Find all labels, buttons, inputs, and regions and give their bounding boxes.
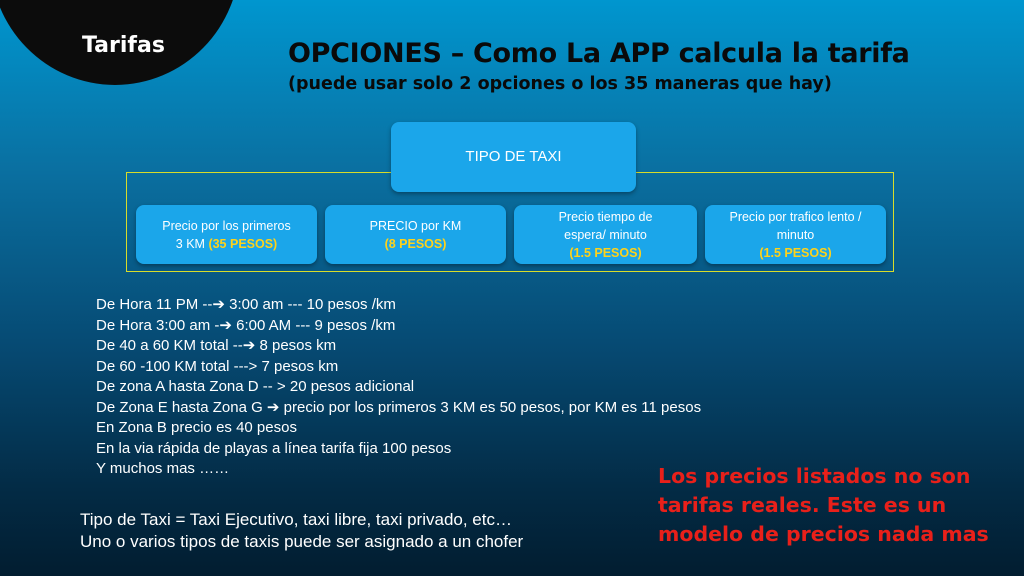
option-price: (8 PESOS): [384, 236, 447, 251]
option-price-per-km: [325, 205, 506, 264]
section-badge-label: Tarifas: [82, 33, 165, 58]
option-text-line-2: 3 KM (35 PESOS): [175, 236, 278, 251]
taxi-type-notes: [80, 509, 523, 553]
pricing-rule: De zona A hasta Zona D -- > 20 pesos adicional: [96, 378, 415, 395]
taxi-type-node: [391, 122, 636, 192]
pricing-rule: Y muchos mas ……: [96, 460, 230, 477]
option-text-line: Precio por trafico lento /: [729, 209, 862, 224]
option-price: (1.5 PESOS): [569, 245, 642, 260]
pricing-rule: De 60 -100 KM total ---> 7 pesos km: [96, 357, 339, 375]
option-waiting-time: [514, 205, 697, 264]
pricing-rule: En la via rápida de playas a línea tarifa fija 100 pesos: [96, 439, 452, 457]
slide-subtitle: (puede usar solo 2 opciones o los 35 maneras que hay): [288, 74, 832, 94]
taxi-type-label: TIPO DE TAXI: [465, 148, 562, 165]
pricing-rule: De Hora 3:00 am -➔ 6:00 AM --- 9 pesos /km: [96, 316, 396, 334]
option-price: (35 PESOS): [208, 236, 278, 251]
option-price: (1.5 PESOS): [759, 245, 832, 260]
pricing-rule: De Hora 11 PM --➔ 3:00 am --- 10 pesos /km: [96, 296, 396, 313]
option-text-line: PRECIO por KM: [369, 218, 462, 233]
slide-title: OPCIONES – Como La APP calcula la tarifa: [288, 38, 910, 69]
pricing-rule: De 40 a 60 KM total --➔ 8 pesos km: [96, 337, 337, 354]
disclaimer-text: Los precios listados no son tarifas reales. Este es un modelo de precios nada mas: [658, 464, 989, 546]
option-text-line-2: espera/ minuto: [564, 227, 647, 242]
option-slow-traffic: [705, 205, 886, 264]
pricing-rules-list: [96, 295, 701, 480]
option-text-line: Precio tiempo de: [558, 209, 653, 224]
option-text-line: Precio por los primeros: [162, 218, 291, 233]
note-line: Uno o varios tipos de taxis puede ser asignado a un chofer: [80, 532, 524, 551]
option-text-line-2: minuto: [776, 227, 815, 242]
pricing-rule: De Zona E hasta Zona G ➔ precio por los primeros 3 KM es 50 pesos, por KM es 11 pesos: [96, 398, 702, 416]
option-first-3km: [136, 205, 317, 264]
note-line: Tipo de Taxi = Taxi Ejecutivo, taxi libre, taxi privado, etc…: [80, 510, 512, 529]
pricing-rule: En Zona B precio es 40 pesos: [96, 419, 297, 436]
